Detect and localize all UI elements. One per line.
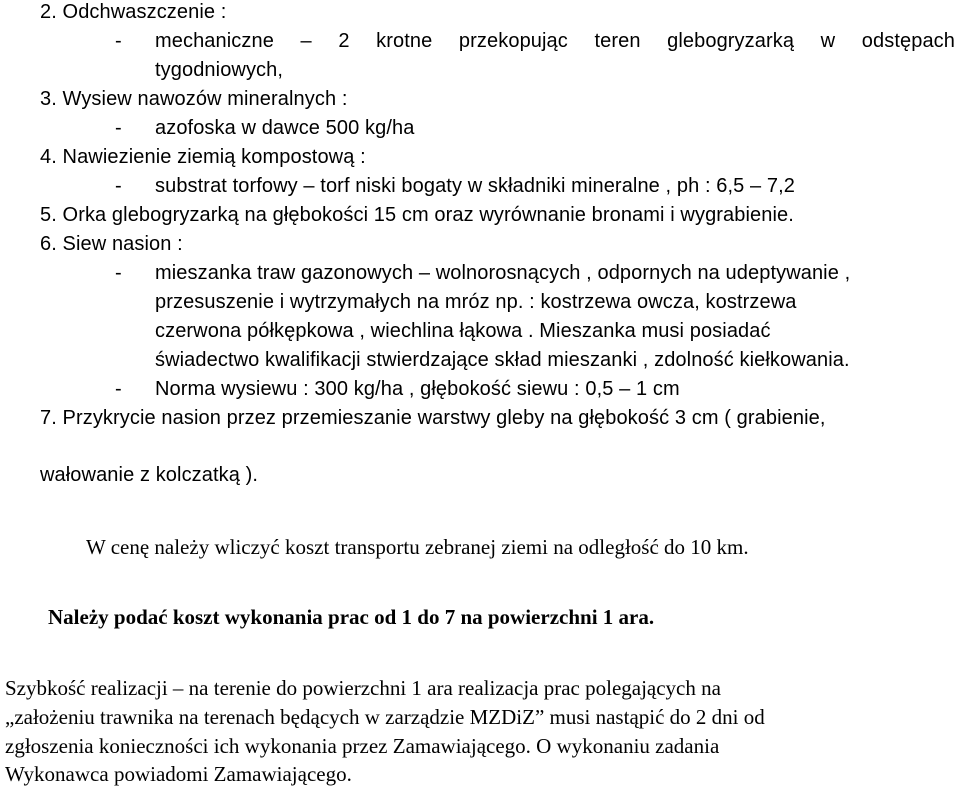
item-7-line-2: wałowanie z kolczatką ). (40, 464, 259, 486)
item-4-bullet-text: substrat torfowy – torf niski bogaty w składniki mineralne , ph : 6,5 – 7,2 (155, 175, 796, 197)
item-6-bullet-1-dash: - (115, 262, 122, 284)
item-2-bullet-text-line-1: mechaniczne – 2 krotne przekopując teren glebogryzarką w odstępach (155, 30, 955, 52)
item-4-bullet-dash: - (115, 175, 122, 197)
item-2-bullet-dash: - (115, 30, 122, 52)
item-6-bullet-1-line-1: mieszanka traw gazonowych – wolnorosnących , odpornych na udeptywanie , (155, 262, 851, 284)
item-6-bullet-1-line-3: czerwona półkępkowa , wiechlina łąkowa . Mieszanka musi posiadać (155, 320, 771, 342)
item-4-heading: 4. Nawiezienie ziemią kompostową : (40, 146, 366, 168)
item-6-bullet-1-line-4: świadectwo kwalifikacji stwierdzające skład mieszanki , zdolność kiełkowania. (155, 349, 850, 371)
item-7-line-1: 7. Przykrycie nasion przez przemieszanie warstwy gleby na głębokość 3 cm ( grabienie, (40, 407, 826, 429)
item-3-bullet-text: azofoska w dawce 500 kg/ha (155, 117, 415, 139)
speed-paragraph-line-1: Szybkość realizacji – na terenie do powierzchni 1 ara realizacja prac polegających na (5, 676, 721, 700)
item-5-text: 5. Orka glebogryzarką na głębokości 15 cm oraz wyrównanie bronami i wygrabienie. (40, 204, 794, 226)
speed-paragraph-line-2: „założeniu trawnika na terenach będących w zarządzie MZDiZ” musi nastąpić do 2 dni od (5, 705, 765, 729)
item-2-heading: 2. Odchwaszczenie : (40, 1, 227, 23)
item-3-heading: 3. Wysiew nawozów mineralnych : (40, 88, 348, 110)
item-3-bullet-dash: - (115, 117, 122, 139)
item-6-bullet-1-line-2: przesuszenie i wytrzymałych na mróz np. : kostrzewa owcza, kostrzewa (155, 291, 797, 313)
speed-paragraph-line-4: Wykonawca powiadomi Zamawiającego. (5, 762, 352, 786)
item-6-heading: 6. Siew nasion : (40, 233, 183, 255)
transport-note: W cenę należy wliczyć koszt transportu zebranej ziemi na odległość do 10 km. (86, 535, 749, 559)
speed-paragraph-line-3: zgłoszenia konieczności ich wykonania przez Zamawiającego. O wykonaniu zadania (5, 734, 720, 758)
item-2-bullet-text-line-2: tygodniowych, (155, 59, 284, 81)
item-6-bullet-2-dash: - (115, 378, 122, 400)
item-6-bullet-2-text: Norma wysiewu : 300 kg/ha , głębokość siewu : 0,5 – 1 cm (155, 378, 680, 400)
cost-note: Należy podać koszt wykonania prac od 1 do 7 na powierzchni 1 ara. (48, 605, 655, 629)
